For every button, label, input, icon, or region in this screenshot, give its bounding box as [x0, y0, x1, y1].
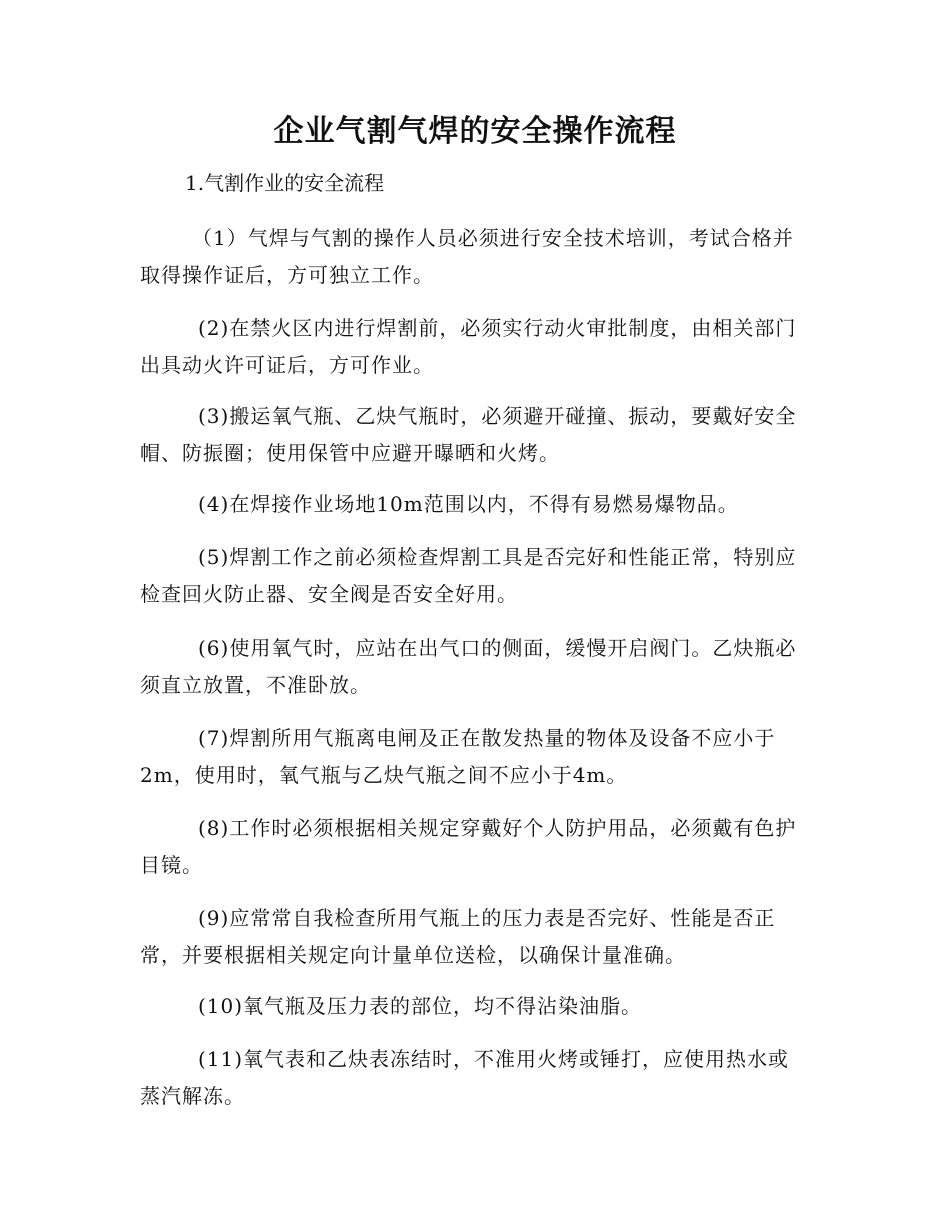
paragraph: (11)氧气表和乙炔表冻结时，不准用火烤或锤打，应使用热水或蒸汽解冻。	[140, 1047, 790, 1108]
section-heading: 1.气割作业的安全流程	[185, 171, 385, 195]
paragraph: (6)使用氧气时，应站在出气口的侧面，缓慢开启阀门。乙炔瓶必须直立放置，不准卧放。	[140, 636, 797, 697]
paragraph: (8)工作时必须根据相关规定穿戴好个人防护用品，必须戴有色护目镜。	[140, 816, 797, 877]
paragraph: (10)氧气瓶及压力表的部位，均不得沾染油脂。	[198, 994, 643, 1018]
paragraph: (3)搬运氧气瓶、乙炔气瓶时，必须避开碰撞、振动，要戴好安全帽、防振圈；使用保管中应避开曝晒和火烤。	[140, 404, 797, 465]
paragraph: (4)在焊接作业场地10m范围以内，不得有易燃易爆物品。	[198, 492, 739, 516]
page-title: 企业气割气焊的安全操作流程	[273, 114, 677, 149]
paragraph: (2)在禁火区内进行焊割前，必须实行动火审批制度，由相关部门出具动火许可证后，方可作业。	[140, 316, 797, 377]
paragraph: （1）气焊与气割的操作人员必须进行安全技术培训，考试合格并取得操作证后，方可独立工作。	[140, 226, 794, 287]
paragraph: (5)焊割工作之前必须检查焊割工具是否完好和性能正常，特别应检查回火防止器、安全阀是否安全好用。	[140, 545, 797, 606]
paragraph: (9)应常常自我检查所用气瓶上的压力表是否完好、性能是否正常，并要根据相关规定向计量单位送检，以确保计量准确。	[140, 906, 776, 967]
paragraph: (7)焊割所用气瓶离电闸及正在散发热量的物体及设备不应小于2m，使用时，氧气瓶与乙炔气瓶之间不应小于4m。	[140, 726, 776, 787]
